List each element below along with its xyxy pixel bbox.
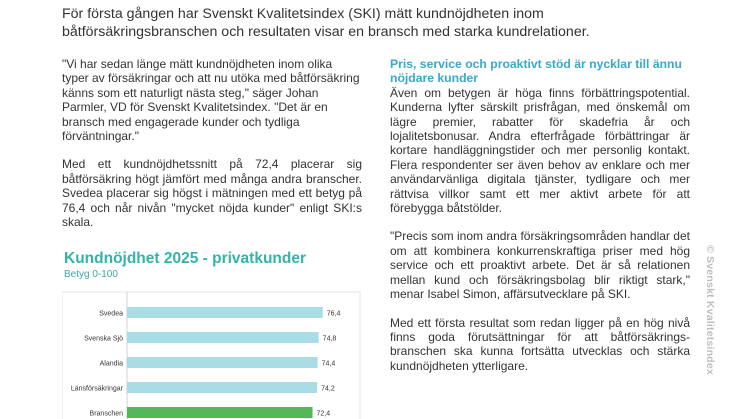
copyright-watermark [700,230,720,390]
intro-text: För första gången har Svenskt Kvalitetsindex (SKI) mätt kundnöjdheten inom båtförsäkringsbranschen och resultaten visar en bransch med starka kundrelationer. [62,6,590,40]
right-column [390,57,690,387]
results-paragraph: Med ett kundnöjdhetssnitt på 72,4 placerar sig båtförsäkring högt jämfört med många andra branscher. Svedea placerar sig högst i mätningen med ett betyg på 76,4 och når nivån "mycket nöjda kunder" enligt SKI:s skala. [62,157,362,230]
category-label: Länsförsäkringar [70,385,123,393]
value-label: 74,4 [321,360,336,368]
chart-title: Kundnöjdhet 2025 - privatkunder [64,250,307,267]
watermark-text: © Svenskt Kvalitetsindex [704,245,716,375]
chart-plot [62,250,362,419]
quote-paragraph-parmler: "Vi har sedan länge mätt kundnöjdheten inom olika typer av försäkringar och att nu utöka med båtförsäkring känns som ett naturligt nästa steg," säger Johan Parmler, VD för Svenskt Kvalitetsindex. "Det är en bransch med engagerade kunder och tydliga förväntningar." [62,57,360,144]
section-subheading: Pris, service och proaktivt stöd är nycklar till ännu nöjdare kunder [390,57,682,86]
left-column [62,57,362,243]
quote-paragraph-simon: "Precis som inom andra försäkringsområden handlar det om att kombinera konkurrenskraftiga priser med hög service och ett proaktivt arbete. Det är så relationen mellan kund och försäkringsbolag blir riktigt stark," menar Isabel Simon, affärsutvecklare på SKI. [390,229,690,302]
category-label: Branschen [89,410,123,418]
category-label: Alandia [99,360,123,368]
improvements-paragraph: Även om betygen är höga finns förbättringspotential. Kunderna lyfter särskilt prisfrågan, med önskemål om lägre premier, rabatter för skadefria år och lojalitetsbonusar. Andra efterfrågade förbättringar är kortare handläggningstider och mer personlig kontakt. Flera respondenter ser även behov av enklare och mer användarvänliga digitala tjänster, tydligare och mer rättvisa villkor samt ett mer aktivt arbete för att förebygga båtstölder. [390,85,690,216]
category-label: Svenska Sjö [84,335,123,343]
bar-svenska-sjö [127,332,319,343]
chart-subtitle: Betyg 0-100 [64,269,118,280]
value-label: 72,4 [316,410,331,418]
bar-alandia [127,357,318,368]
value-label: 76,4 [326,310,341,318]
value-label: 74,8 [322,335,337,343]
category-label: Svedea [99,310,123,318]
bar-chart [62,250,362,419]
bar-länsförsäkringar [127,382,317,393]
bar-branschen [127,407,313,418]
closing-paragraph: Med ett första resultat som redan ligger på en hög nivå finns goda förutsättningar för att båtförsäkrings-branschen ska kunna fortsätta utvecklas och stärka kundnöjdheten ytterligare. [390,315,690,373]
bar-svedea [127,307,323,318]
value-label: 74,2 [321,385,335,393]
